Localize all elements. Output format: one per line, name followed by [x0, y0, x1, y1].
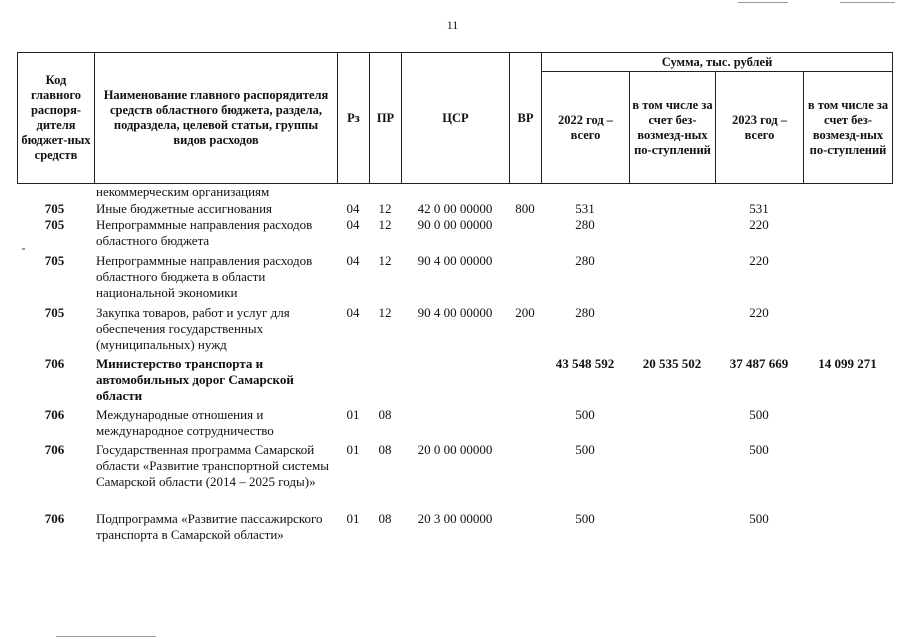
row-sum-2023: 500 — [749, 407, 769, 422]
row-sum-2022: 500 — [575, 442, 595, 457]
row-code: 706 — [44, 407, 65, 422]
row-name: Министерство транспорта и автомобильных дорог Самарской области — [96, 356, 294, 403]
header-pr: ПР — [370, 53, 402, 184]
row-rz: 01 — [346, 407, 360, 422]
row-sum-2022: 531 — [575, 201, 595, 216]
row-name: Непрограммные направления расходов областного бюджета — [96, 217, 313, 248]
row-sum-2022: 280 — [575, 305, 595, 320]
row-sum-2022: 43 548 592 — [555, 356, 615, 371]
row-code: 705 — [44, 305, 65, 320]
row-csr: 90 0 00 00000 — [417, 217, 493, 232]
row-csr: 42 0 00 00000 — [417, 201, 493, 216]
header-name: Наименование главного распорядителя средств областного бюджета, раздела, подраздела, целевой статьи, группы видов расходов — [95, 53, 338, 184]
row-sum-2023: 531 — [749, 201, 769, 216]
header-vr: ВР — [510, 53, 542, 184]
row-vr: 200 — [515, 305, 535, 320]
row-code: 705 — [44, 253, 65, 268]
row-sum-2023: 220 — [749, 305, 769, 320]
row-rz: 04 — [346, 253, 360, 268]
row-pr: 12 — [378, 305, 392, 320]
row-code: 706 — [44, 442, 65, 457]
header-sum-title: Сумма, тыс. рублей — [542, 53, 893, 72]
row-pr: 08 — [378, 407, 392, 422]
row-rz: 04 — [346, 305, 360, 320]
row-pr: 08 — [378, 511, 392, 526]
row-name: Международные отношения и международное сотрудничество — [96, 407, 274, 438]
row-name: некоммерческим организациям — [96, 184, 270, 199]
row-csr: 90 4 00 00000 — [417, 305, 493, 320]
header-rz: Рз — [338, 53, 370, 184]
header-2023-total: 2023 год – всего — [716, 72, 804, 184]
page-number: 11 — [446, 18, 459, 32]
row-sum-2022: 280 — [575, 253, 595, 268]
scan-mark — [22, 248, 25, 250]
row-pr: 12 — [378, 217, 392, 232]
row-name: Подпрограмма «Развитие пассажирского транспорта в Самарской области» — [96, 511, 323, 542]
row-sum-2022: 500 — [575, 511, 595, 526]
header-code: Код главного распоря-дителя бюджет-ных средств — [18, 53, 95, 184]
row-name: Непрограммные направления расходов областного бюджета в области национальной экономики — [96, 253, 313, 300]
row-csr: 20 3 00 00000 — [417, 511, 493, 526]
row-code: 705 — [44, 217, 65, 232]
row-csr: 20 0 00 00000 — [417, 442, 493, 457]
row-rz: 04 — [346, 217, 360, 232]
row-pr: 08 — [378, 442, 392, 457]
row-pr: 12 — [378, 201, 392, 216]
scan-mark — [56, 636, 156, 637]
row-sum-2023: 37 487 669 — [729, 356, 789, 371]
row-pr: 12 — [378, 253, 392, 268]
row-sum-2023: 500 — [749, 511, 769, 526]
row-name: Государственная программа Самарской области «Развитие транспортной системы Самарской области (2014 – 2025 годы)» — [96, 442, 329, 489]
row-rz: 01 — [346, 442, 360, 457]
header-2023-free: в том числе за счет без-возмезд-ных по-ступлений — [804, 72, 893, 184]
row-sum-2022: 500 — [575, 407, 595, 422]
row-free-2023: 14 099 271 — [818, 356, 877, 371]
row-rz: 04 — [346, 201, 360, 216]
scan-mark — [738, 2, 788, 3]
row-csr: 90 4 00 00000 — [417, 253, 493, 268]
row-sum-2022: 280 — [575, 217, 595, 232]
table-header — [17, 52, 893, 184]
row-vr: 800 — [515, 201, 535, 216]
row-sum-2023: 220 — [749, 253, 769, 268]
row-name: Закупка товаров, работ и услуг для обеспечения государственных (муниципальных) нужд — [96, 305, 290, 352]
row-code: 706 — [44, 511, 65, 526]
row-name: Иные бюджетные ассигнования — [96, 201, 273, 216]
row-code: 705 — [44, 201, 65, 216]
header-csr: ЦСР — [402, 53, 510, 184]
row-rz: 01 — [346, 511, 360, 526]
header-2022-free: в том числе за счет без-возмезд-ных по-ступлений — [630, 72, 716, 184]
row-free-2022: 20 535 502 — [642, 356, 702, 371]
row-sum-2023: 220 — [749, 217, 769, 232]
row-sum-2023: 500 — [749, 442, 769, 457]
row-code: 706 — [44, 356, 65, 371]
header-2022-total: 2022 год – всего — [542, 72, 630, 184]
scan-mark — [840, 2, 895, 3]
